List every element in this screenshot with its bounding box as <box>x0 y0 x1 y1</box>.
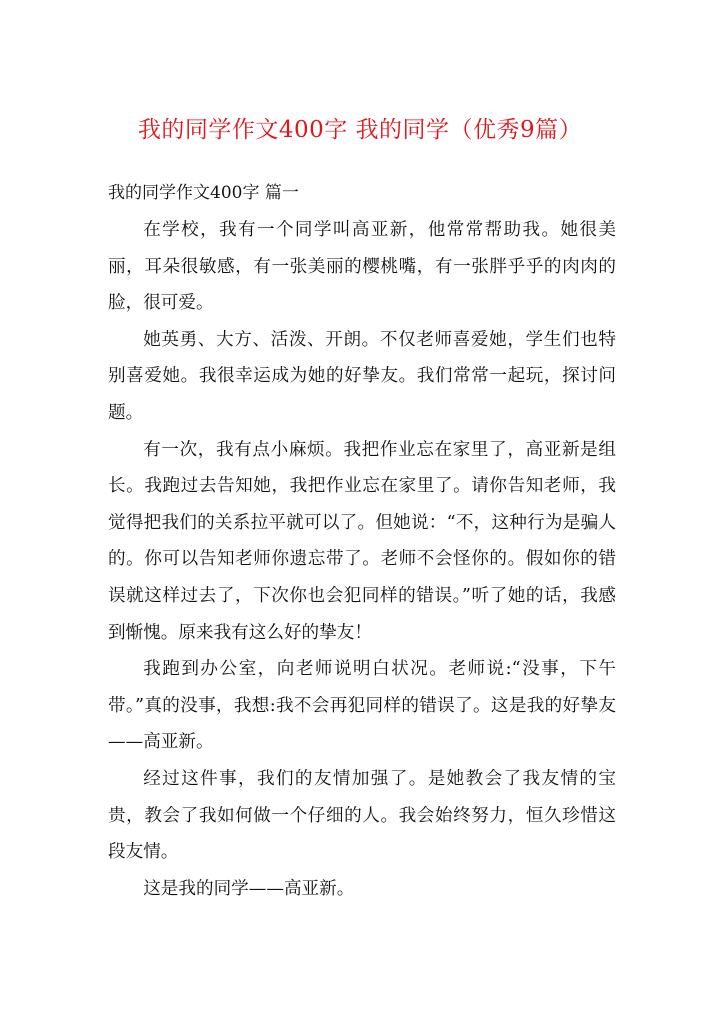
paragraph: 在学校，我有一个同学叫高亚新，他常常帮助我。她很美丽，耳朵很敏感，有一张美丽的樱桃嘴，有一张胖乎乎的肉肉的脸，很可爱。 <box>108 220 616 314</box>
paragraph: 我跑到办公室，向老师说明白状况。老师说:“没事，下午带。”真的没事，我想:我不会再犯同样的错误了。这是我的好挚友——高亚新。 <box>108 659 616 753</box>
document-title: 我的同学作文400字 我的同学（优秀9篇） <box>137 117 583 143</box>
section-heading: 我的同学作文400字 篇一 <box>108 183 299 203</box>
paragraph: 这是我的同学——高亚新。 <box>143 878 355 899</box>
paragraph: 有一次，我有点小麻烦。我把作业忘在家里了，高亚新是组长。我跑过去告知她，我把作业忘在家里了。请你告知老师，我觉得把我们的关系拉平就可以了。但她说：“不，这种行为是骗人的。你可以告知老师你遗忘带了。老师不会怪你的。假如你的错误就这样过去了，下次你也会犯同样的错误。”听了她的话，我感到惭愧。原来我有这么好的挚友！ <box>108 439 616 643</box>
paragraph: 她英勇、大方、活泼、开朗。不仅老师喜爱她，学生们也特别喜爱她。我很幸运成为她的好挚友。我们常常一起玩，探讨问题。 <box>108 329 616 423</box>
document-body <box>108 212 616 907</box>
paragraph: 经过这件事，我们的友情加强了。是她教会了我友情的宝贵，教会了我如何做一个仔细的人。我会始终努力，恒久珍惜这段友情。 <box>108 768 616 863</box>
